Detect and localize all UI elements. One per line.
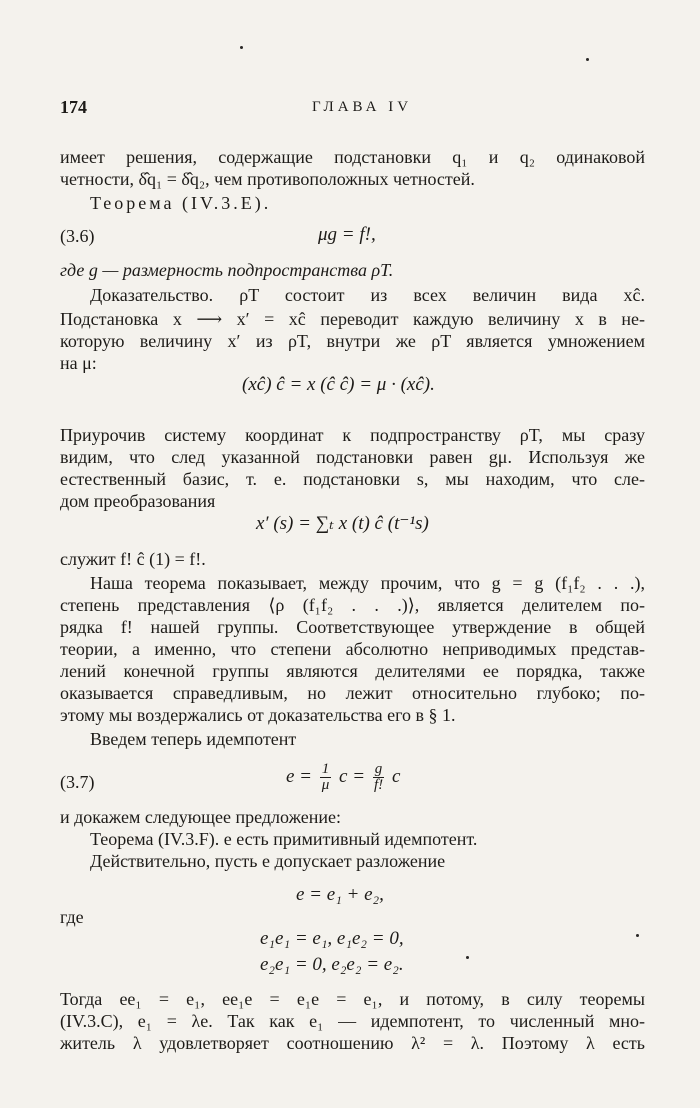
equation-number: (3.7) bbox=[60, 772, 95, 792]
fraction bbox=[373, 762, 385, 793]
text-line: рядка f! нашей группы. Соответствующее утверждение в общей bbox=[60, 617, 645, 637]
text-line: четности, δ̂q₁ = δ̂q₂, чем противоположных четностей. bbox=[60, 169, 475, 189]
text-line: Приурочив систему координат к подпространству ρT, мы сразу bbox=[60, 425, 645, 445]
text-line: (IV.3.C), e₁ = λe. Так как e₁ — идемпотент, то численный мно- bbox=[60, 1011, 645, 1031]
text-line: этому мы воздержались от доказательства его в § 1. bbox=[60, 705, 456, 725]
fraction-denominator: μ bbox=[321, 777, 330, 794]
text-line: служит f! ĉ (1) = f!. bbox=[60, 549, 206, 569]
fraction-numerator: 1 bbox=[321, 761, 330, 778]
text-line: которую величину x′ из ρT, внутри же ρT является умножением bbox=[60, 331, 645, 351]
text-line: Подстановка x ⟶ x′ = xĉ переводит каждую величину x в не- bbox=[60, 309, 645, 329]
equation-number: (3.6) bbox=[60, 226, 95, 246]
text-line: где bbox=[60, 907, 84, 927]
running-header: ГЛАВА IV bbox=[312, 99, 413, 115]
text-line: степень представления ⟨ρ (f₁f₂ . . .)⟩, является делителем по- bbox=[60, 595, 645, 615]
text-line: имеет решения, содержащие подстановки q₁ и q₂ одинаковой bbox=[60, 147, 645, 167]
text-line: дом преобразования bbox=[60, 491, 216, 511]
text-line: Введем теперь идемпотент bbox=[90, 729, 297, 749]
theorem-heading: Теорема (IV.3.E). bbox=[90, 193, 272, 213]
text-line: лений конечной группы являются делителями ее порядка, также bbox=[60, 661, 645, 681]
fraction-numerator: g bbox=[374, 761, 383, 778]
fraction-denominator: f! bbox=[373, 777, 384, 794]
print-speck bbox=[586, 58, 589, 61]
proof-heading-line: Доказательство. ρT состоит из всех величин вида xĉ. bbox=[90, 285, 645, 305]
print-speck bbox=[466, 956, 469, 959]
theorem-heading: Теорема (IV.3.F). e есть примитивный идемпотент. bbox=[90, 829, 478, 849]
equation-system-line: e₁e₁ = e₁, e₁e₂ = 0, bbox=[260, 928, 404, 949]
text-line: на μ: bbox=[60, 353, 97, 373]
equation-3-7-lhs: e = bbox=[286, 766, 313, 787]
equation-3-7 bbox=[286, 758, 400, 796]
equation-trace: x′ (s) = ∑ₜ x (t) ĉ (t⁻¹s) bbox=[256, 513, 429, 534]
fraction bbox=[320, 762, 332, 793]
page-number: 174 bbox=[60, 97, 87, 117]
equation-system-line: e₂e₁ = 0, e₂e₂ = e₂. bbox=[260, 954, 404, 975]
text-line: где g — размерность подпространства ρT. bbox=[60, 260, 394, 280]
text-line: оказывается справедливым, но лежит относительно глубоко; по- bbox=[60, 683, 645, 703]
text-line: житель λ удовлетворяет соотношению λ² = λ. Поэтому λ есть bbox=[60, 1033, 645, 1053]
equation-3-6: μg = f!, bbox=[318, 224, 376, 245]
print-speck bbox=[636, 934, 639, 937]
equation-mu: (xĉ) ĉ = x (ĉ ĉ) = μ · (xĉ). bbox=[242, 374, 435, 395]
text-line: естественный базис, т. е. подстановки s, мы находим, что сле- bbox=[60, 469, 645, 489]
equation-3-7-mid: c = bbox=[339, 766, 366, 787]
text-line: и докажем следующее предложение: bbox=[60, 807, 342, 827]
text-line: видим, что след указанной подстановки равен gμ. Используя же bbox=[60, 447, 645, 467]
equation-decomposition: e = e₁ + e₂, bbox=[296, 884, 384, 905]
text-line: Действительно, пусть e допускает разложение bbox=[90, 851, 446, 871]
print-speck bbox=[240, 46, 243, 49]
text-line: Наша теорема показывает, между прочим, что g = g (f₁f₂ . . .), bbox=[90, 573, 645, 593]
text-line: Тогда ee₁ = e₁, ee₁e = e₁e = e₁, и потому, в силу теоремы bbox=[60, 989, 645, 1009]
equation-3-7-rhs: c bbox=[392, 766, 401, 787]
text-line: теории, а именно, что степени абсолютно неприводимых представ- bbox=[60, 639, 645, 659]
